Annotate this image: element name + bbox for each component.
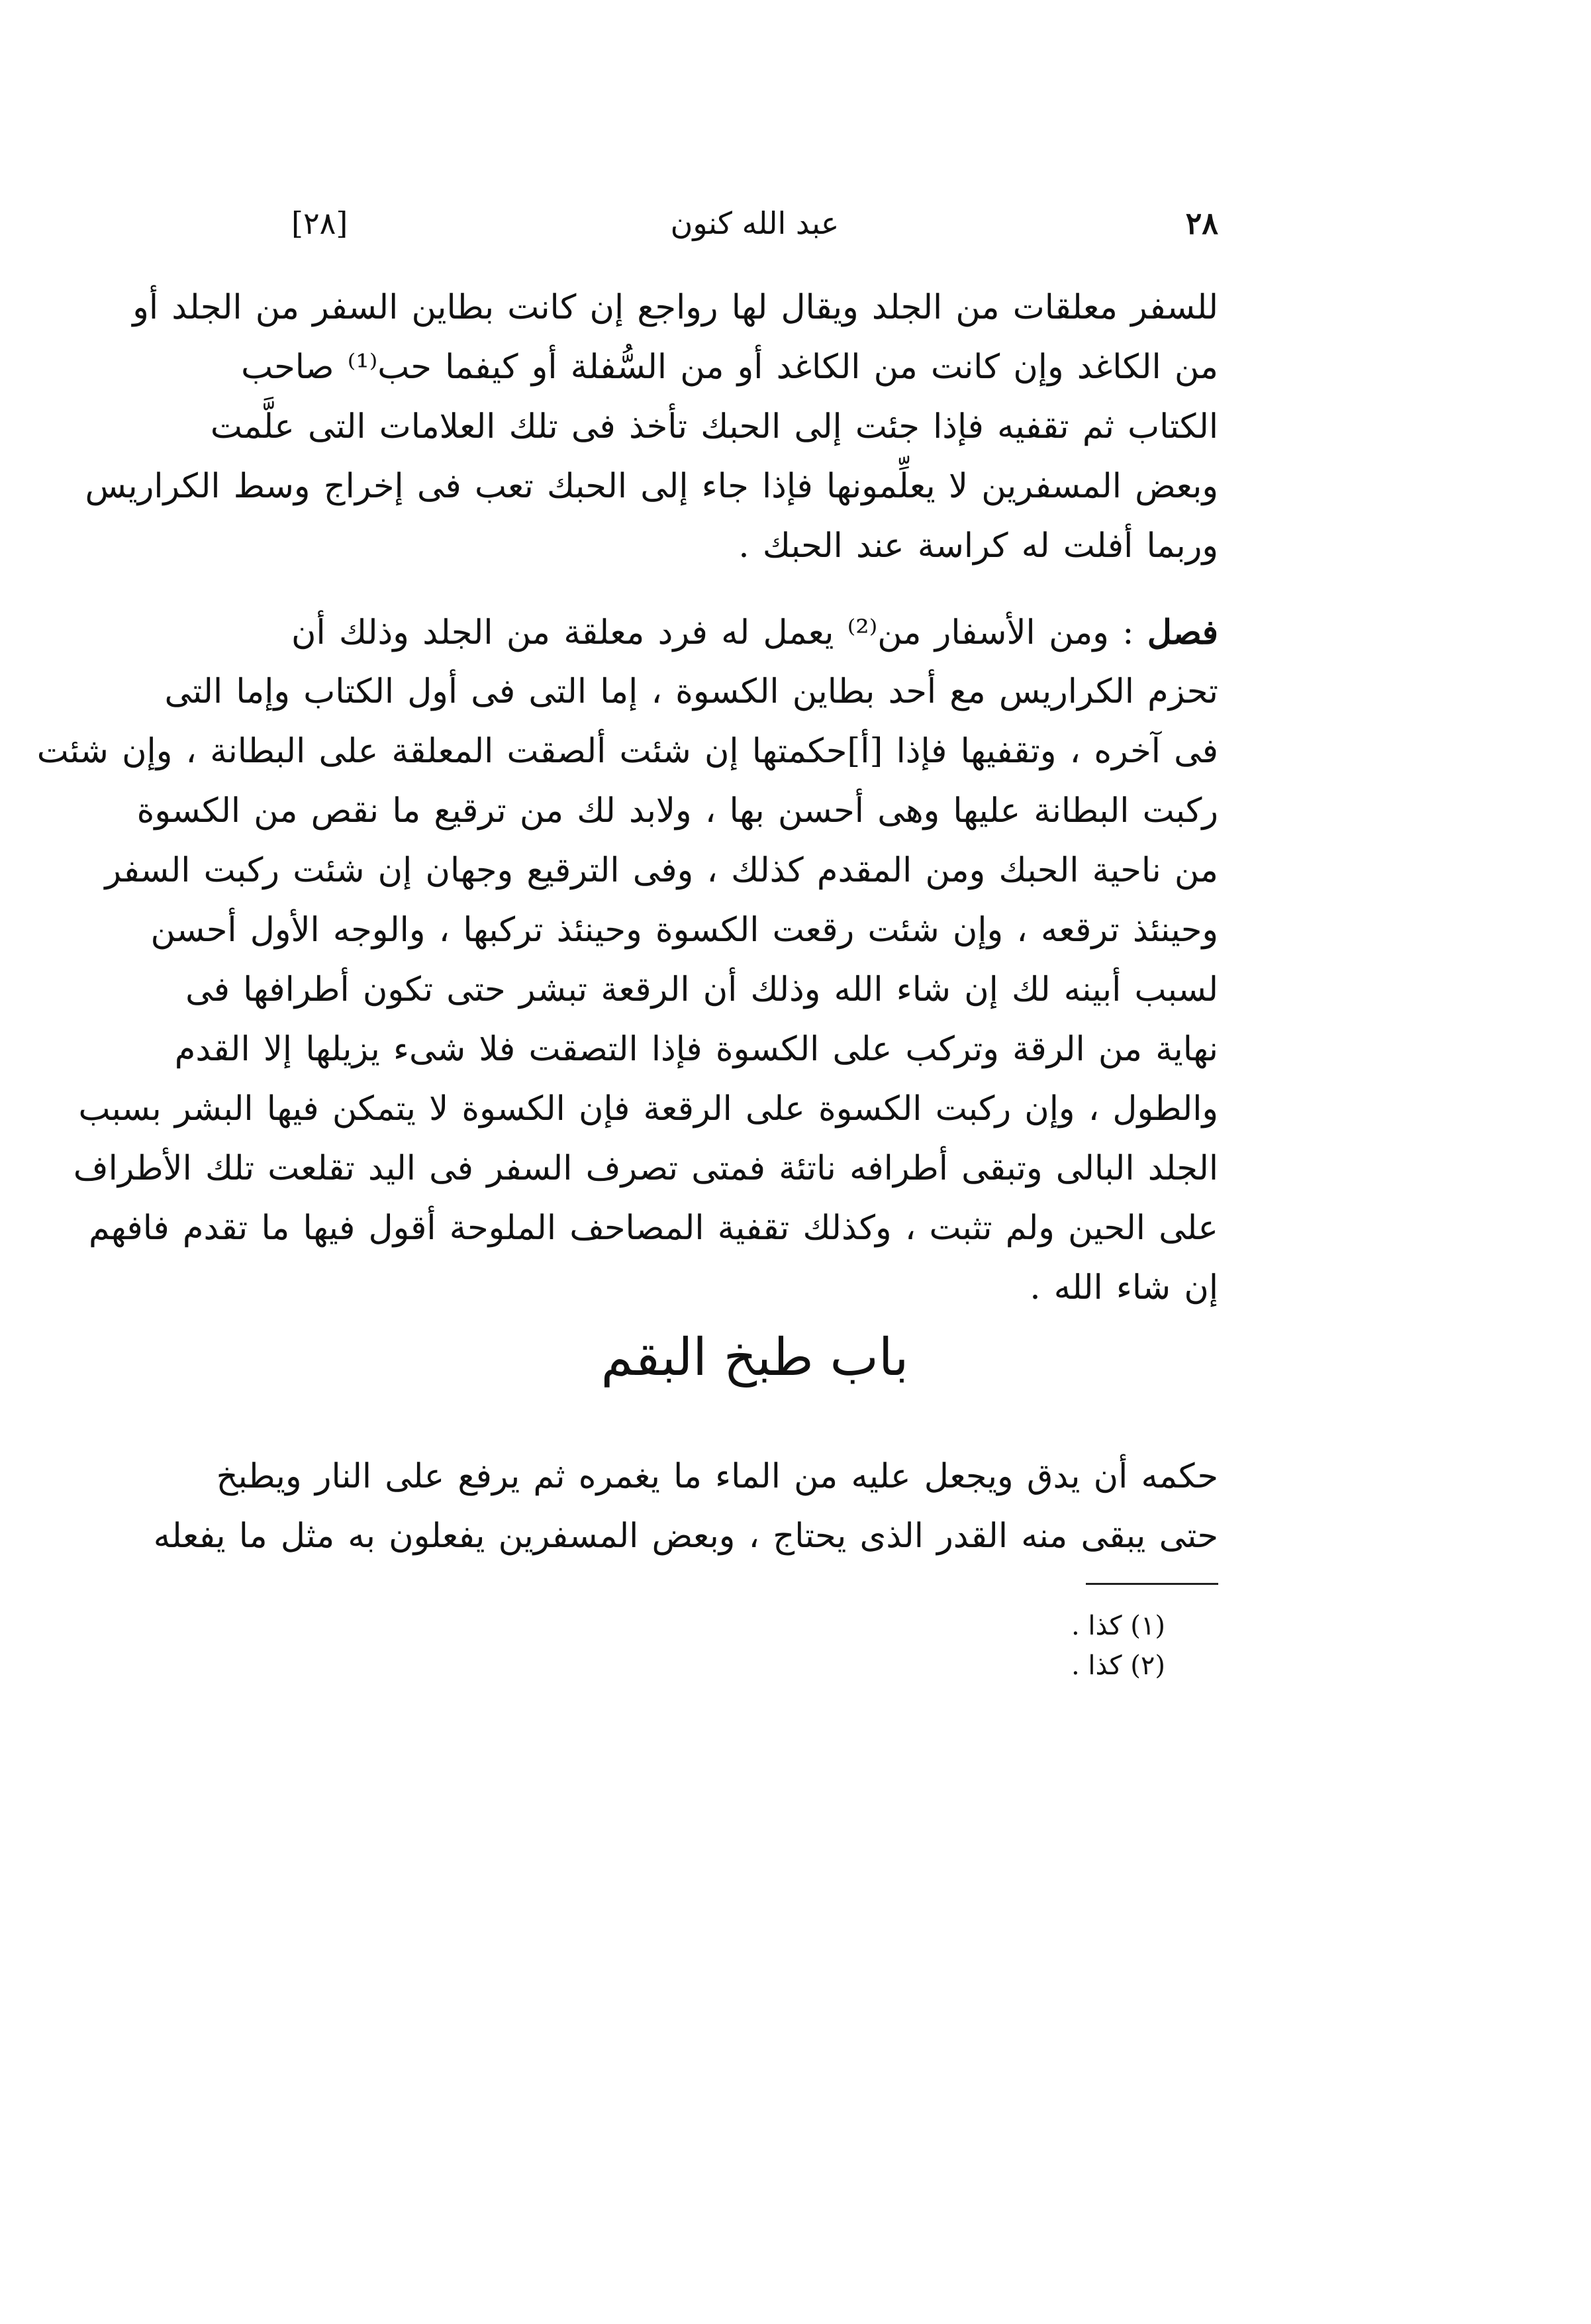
footnote: (٢) كذا . bbox=[1071, 1650, 1165, 1681]
text-line: وربما أفلت له كراسة عند الحبك . bbox=[738, 527, 1218, 566]
text-line: من ناحية الحبك ومن المقدم كذلك ، وفى الترقيع وجهان إن شئت ركبت السفر bbox=[105, 851, 1218, 890]
bracketed-page-number: [٢٨] bbox=[291, 205, 348, 241]
page-number: ٢٨ bbox=[1185, 205, 1218, 241]
text-line: فى آخره ، وتقفيها فإذا [أ]حكمتها إن شئت ألصقت المعلقة على البطانة ، وإن شئت bbox=[36, 732, 1218, 771]
section-lead-word: فصل bbox=[1147, 613, 1218, 652]
text-line: والطول ، وإن ركبت الكسوة على الرقعة فإن الكسوة لا يتمكن فيها البشر بسبب bbox=[78, 1089, 1218, 1129]
text-line: وحينئذ ترقعه ، وإن شئت رقعت الكسوة وحينئذ تركبها ، والوجه الأول أحسن bbox=[150, 911, 1218, 950]
text-line: وبعض المسفرين لا يعلِّمونها فإذا جاء إلى الحبك تعب فى إخراج وسط الكراريس bbox=[85, 467, 1218, 506]
text-line: ركبت البطانة عليها وهى أحسن بها ، ولابد لك من ترقيع ما نقص من الكسوة bbox=[136, 791, 1218, 831]
text-line: الجلد البالى وتبقى أطرافه ناتئة فمتى تصرف السفر فى اليد تقلعت تلك الأطراف bbox=[73, 1149, 1218, 1188]
paragraph-1 bbox=[85, 278, 1218, 576]
text-line: على الحين ولم تثبت ، وكذلك تقفية المصاحف الملوحة أقول فيها ما تقدم فافهم bbox=[88, 1209, 1218, 1248]
text-line-content: : ومن الأسفار من⁽²⁾ يعمل له فرد معلقة من الجلد وذلك أن bbox=[291, 613, 1134, 652]
text-line: نهاية من الرقة وتركب على الكسوة فإذا التصقت فلا شىء يزيلها إلا القدم bbox=[174, 1030, 1218, 1069]
paragraph-2 bbox=[36, 603, 1218, 1318]
text-line: حكمه أن يدق ويجعل عليه من الماء ما يغمره ثم يرفع على النار ويطبخ bbox=[216, 1457, 1218, 1496]
paragraph-3 bbox=[153, 1447, 1218, 1566]
footnote-rule bbox=[1086, 1583, 1218, 1585]
text-line: للسفر معلقات من الجلد ويقال لها رواجع إن كانت بطاين السفر من الجلد أو bbox=[132, 288, 1218, 327]
text-line: حتى يبقى منه القدر الذى يحتاج ، وبعض المسفرين يفعلون به مثل ما يفعله bbox=[153, 1517, 1218, 1556]
footnotes bbox=[887, 1606, 1165, 1686]
text-line: من الكاغد وإن كانت من الكاغد أو من السُّفلة أو كيفما حب⁽¹⁾ صاحب bbox=[241, 348, 1218, 387]
page-header bbox=[291, 205, 1218, 258]
text-line: لسبب أبينه لك إن شاء الله وذلك أن الرقعة تبشر حتى تكون أطرافها فى bbox=[185, 970, 1218, 1009]
text-line: إن شاء الله . bbox=[1030, 1268, 1218, 1307]
section-heading: باب طبخ البقم bbox=[601, 1328, 909, 1388]
text-line: تحزم الكراريس مع أحد بطاين الكسوة ، إما التى فى أول الكتاب وإما التى bbox=[164, 672, 1218, 711]
text-line: الكتاب ثم تقفيه فإذا جئت إلى الحبك تأخذ فى تلك العلامات التى علَّمت bbox=[210, 407, 1218, 446]
running-head: عبد الله كنون bbox=[670, 205, 840, 241]
footnote: (١) كذا . bbox=[1071, 1611, 1165, 1641]
text-line-first bbox=[291, 603, 1218, 662]
